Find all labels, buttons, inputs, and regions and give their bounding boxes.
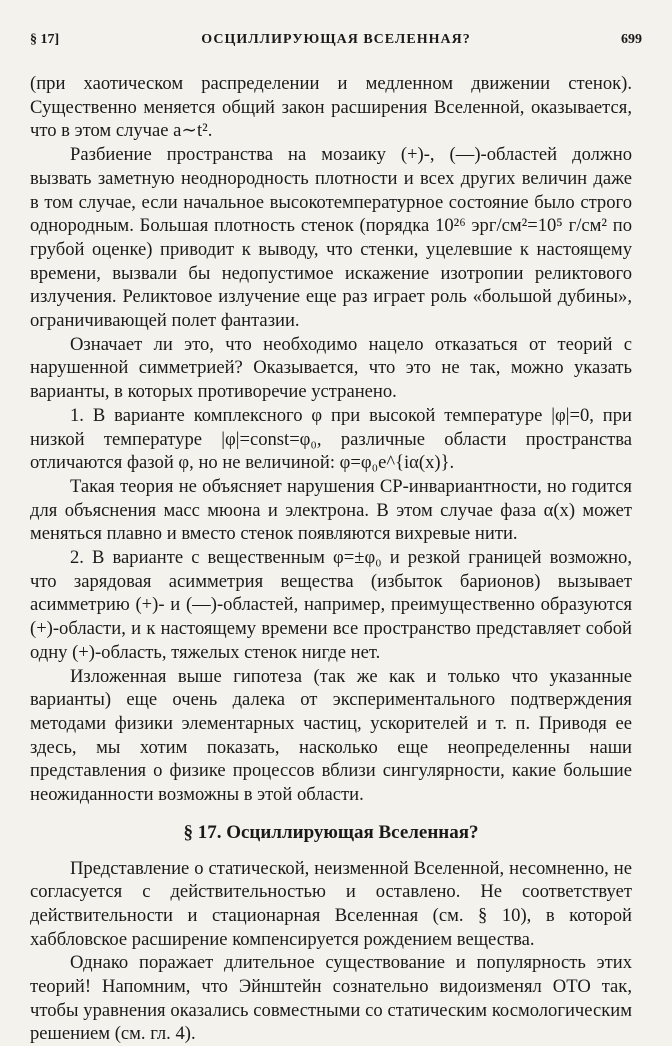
paragraph: 1. В варианте комплексного φ при высокой температуре |φ|=0, при низкой температуре |φ|=const=φ₀, различные области пространства отличаются фазой φ, но не величиной: φ=φ₀e^{iα(x)}. [30, 404, 632, 474]
section-heading: § 17. Осциллирующая Вселенная? [183, 821, 479, 843]
header-section-ref: § 17] [30, 32, 60, 47]
page-number: 699 [621, 32, 642, 47]
paragraph: Однако поражает длительное существование и популярность этих теорий! Напомним, что Эйнштейн сознательно видоизменял ОТО так, чтобы уравнения оказались совместными со статическим космологическим решением (см. гл. 4). [30, 952, 632, 1045]
paragraph: Означает ли это, что необходимо нацело отказаться от теорий с нарушенной симметрией? Оказывается, что это не так, можно указать варианты, в которых противоречие устранено. [30, 333, 632, 403]
paragraph: Такая теория не объясняет нарушения CP-инвариантности, но годится для объяснения масс мюона и электрона. В этом случае фаза α(x) может меняться плавно и вместо стенок появляются вихревые нити. [30, 475, 632, 545]
header-title: ОСЦИЛЛИРУЮЩАЯ ВСЕЛЕННАЯ? [201, 32, 471, 47]
paragraph: Представление о статической, неизменной Вселенной, несомненно, не согласуется с действительностью и оставлено. Не соответствует действительности и стационарная Вселенная (см. § 10), в которой хаббловское расширение компенсируется рождением вещества. [30, 857, 632, 950]
paragraph: Изложенная выше гипотеза (так же как и только что указанные варианты) еще очень далека от экспериментального подтверждения методами физики элементарных частиц, ускорителей и т. п. Приводя ее здесь, мы хотим показать, насколько еще неопределенны наши представления о физике процессов вблизи сингулярности, какие большие неожиданности возможны в этой области. [30, 665, 632, 806]
page-body [30, 72, 632, 1046]
paragraph: (при хаотическом распределении и медленном движении стенок). Существенно меняется общий закон расширения Вселенной, оказывается, что в этом случае a∼t². [30, 73, 632, 142]
running-head [30, 32, 642, 52]
paragraph: 2. В варианте с вещественным φ=±φ₀ и резкой границей возможно, что зарядовая асимметрия вещества (избыток барионов) вызывает асимметрию (+)- и (—)-областей, например, преимущественно образуются (+)-области, и к настоящему времени все пространство представляет собой одну (+)-область, тяжелых стенок нигде нет. [30, 547, 632, 663]
paragraph: Разбиение пространства на мозаику (+)-, (—)-областей должно вызвать заметную неоднородность плотности и всех других величин даже в том случае, если начальное высокотемпературное состояние было строго однородным. Большая плотность стенок (порядка 10²⁶ эрг/см²=10⁵ г/см² по грубой оценке) приводит к выводу, что стенки, уцелевшие к настоящему времени, вызвали бы недопустимое искажение изотропии реликтового излучения. Реликтовое излучение еще раз играет роль «большой дубины», ограничивающей полет фантазии. [30, 144, 632, 332]
